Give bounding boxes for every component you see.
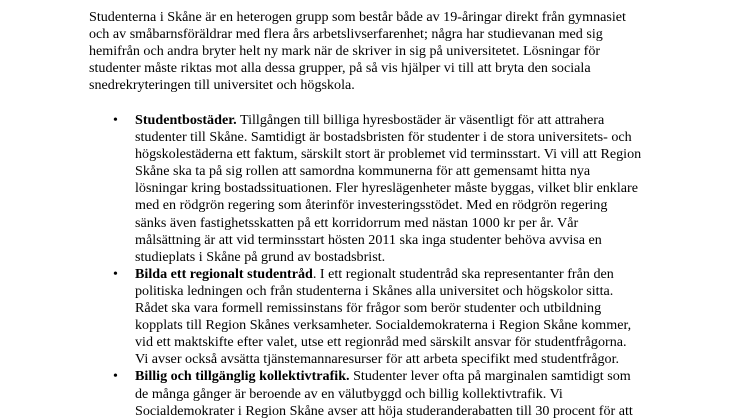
bullet-item-student-council — [89, 266, 659, 369]
bullet-line: vid ett maktskifte efter valet, utse ett regionråd med särskilt ansvar för studentfrågorna. — [135, 334, 627, 351]
bullet-line: Studenter lever ofta på marginalen samtidigt som — [353, 368, 631, 385]
bullet-line: Rådet ska vara formell remissinstans för frågor som berör studenter och utbildning — [135, 300, 602, 317]
intro-line: studenter måste riktas mot alla dessa grupper, på så vis hjälper vi till att bryta den sociala — [89, 60, 591, 77]
intro-line: hemifrån och andra bryter helt ny mark när de skriver in sig på universitetet. Lösningar för — [89, 43, 601, 60]
bullet-line: politiska ledningen och från studenterna i Skånes alla universitet och högskolor sitta. — [135, 282, 614, 299]
bullet-line: Tillgången till billiga hyresbostäder är väsentligt för att attrahera — [239, 112, 605, 128]
bullet-icon: • — [113, 113, 118, 128]
intro-line: snedrekryteringen till universitet och högskola. — [89, 77, 355, 94]
bullet-line: kopplats till Region Skånes verksamheter. Socialdemokraterna i Region Skåne kommer, — [135, 317, 632, 334]
bullet-line: . I ett regionalt studentråd ska representanter från den — [312, 265, 614, 282]
bullet-line: studieplats i Skåne på grund av bostadsbrist. — [135, 248, 386, 265]
bullet-line: lösningar kring bostadssituationen. Fler hyreslägenheter måste byggas, vilket blir enklare — [135, 180, 638, 197]
bullet-line: Skåne ska ta på sig rollen att samordna kommunerna för att gemensamt hitta nya — [135, 163, 591, 180]
bullet-line: högskolestäderna ett faktum, särskilt stort är problemet vid terminsstart. Vi vill att Region — [135, 146, 642, 163]
bullet-line: målsättning är att vid terminsstart hösten 2011 ska inga studenter behöva avvisa en — [135, 231, 602, 248]
bullet-heading: Studentbostäder. — [135, 112, 237, 128]
bullet-line: sänks även fastighetsskatten på ett korridorrum med nästan 1000 kr per år. Vår — [135, 214, 579, 231]
bullet-heading: Bilda ett regionalt studentråd — [135, 265, 313, 282]
bullet-line: med en rödgrön regering som återinför investeringsstödet. Med en rödgrön regering — [135, 197, 608, 214]
intro-line: och av småbarnsföräldrar med flera års arbetslivserfarenhet; några har studievanan med sig — [89, 26, 603, 43]
intro-paragraph — [89, 9, 689, 94]
bullet-item-public-transport — [89, 368, 659, 419]
bullet-icon: • — [113, 266, 118, 282]
bullet-item-student-housing — [89, 112, 659, 266]
bullet-heading: Billig och tillgänglig kollektivtrafik. — [135, 368, 350, 385]
bullet-icon: • — [113, 369, 118, 385]
bullet-line: Socialdemokrater i Region Skåne avser att höja studeranderabatten till 30 procent för att — [135, 402, 633, 419]
bullet-line: studenter till Skåne. Samtidigt är bostadsbristen för studenter i de stora universitets- och — [135, 129, 632, 146]
bullet-line: Vi avser också avsätta tjänstemannaresurser för att arbeta specifikt med studentfrågor. — [135, 351, 620, 368]
bullet-list — [89, 112, 659, 419]
bullet-line: de många gånger är beroende av en välutbyggd och billig kollektivtrafik. Vi — [135, 385, 563, 402]
intro-line: Studenterna i Skåne är en heterogen grupp som består både av 19-åringar direkt från gymnasiet — [89, 9, 626, 25]
